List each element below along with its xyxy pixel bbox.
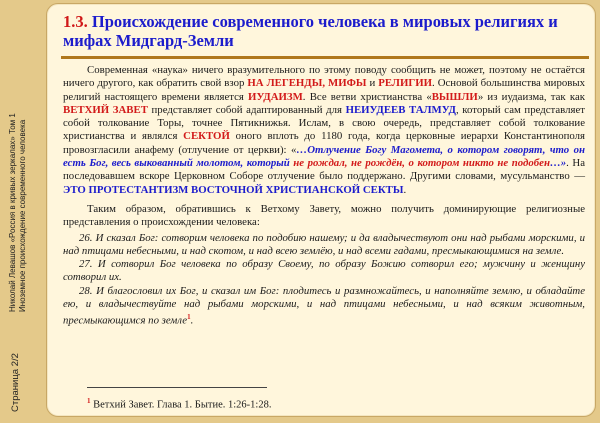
- source-info: [8, 113, 27, 312]
- page-title: [63, 12, 583, 50]
- footnote: [87, 397, 271, 411]
- section-title: Происхождение современного человека в мировых религиях и мифах Мидгард-Земли: [63, 12, 558, 50]
- page-indicator: Страница 2/2: [10, 353, 21, 412]
- source-chapter: Иноземное происхождение современного человека: [17, 119, 27, 312]
- bible-quote: [63, 232, 585, 329]
- paragraph-1: Современная «наука» ничего вразумительного по этому поводу сообщить не может, поэтому не остаётся ничего другого, как обратить свой взор НА ЛЕГЕНДЫ, МИФЫ и РЕЛИГИИ. Основой большинства мировых религий настоящего времени является ИУДАИЗМ. Все ветви христианства «ВЫШЛИ» из иудаизма, так как ВЕТХИЙ ЗАВЕТ представляет собой адаптированный для НЕИУДЕЕВ ТАЛМУД, который сам представляет собой толкование Торы, точнее Пятикнижья. Ислам, в свою очередь, представляет собой толкование христианства и являлся СЕКТОЙ оного вплоть до 1180 года, когда церковные иерархи Константинополя провозгласили анафему (отлучение от церкви): «…Отлучение Богу Магомета, о котором говорят, что он есть Бог, весь выкованный молотом, который не рождал, не рождён, о котором никто не подобен…». На последовавшем вскоре Церковном Соборе отлучение было поддержано. Другими словами, мусульманство — ЭТО ПРОТЕСТАНТИЗМ ВОСТОЧНОЙ ХРИСТИАНСКОЙ СЕКТЫ.: [63, 64, 585, 196]
- article-body: [63, 64, 585, 328]
- footnote-text: Ветхий Завет. Глава 1. Бытие. 1:26-1:28.: [90, 399, 272, 411]
- verse-28: 28. И благословил их Бог, и сказал им Бог: плодитесь и размножайтесь, и наполняйте землю, и обладайте ею, и владычествуйте над рыбами морскими, и над птицами небесными, и над всяким животным, пресмыкающимся по земле$^1$.: [63, 284, 585, 327]
- footnote-divider: [87, 387, 267, 388]
- footnote-mark: 1: [87, 397, 91, 405]
- verse-26: 26. И сказал Бог: сотворим человека по подобию нашему; и да владычествуют они над рыбами морскими, и над птицами небесными, и над скотом, и над всею землёю, и над всеми гадами, пресмыкающимися на земле.: [63, 231, 585, 257]
- paragraph-2: Таким образом, обратившись к Ветхому Завету, можно получить доминирующие религиозные представления о происхождении человека:: [63, 202, 585, 229]
- verse-27: 27. И сотворил Бог человека по образу Своему, по образу Божию сотворил его; мужчину и женщину сотворил их.: [63, 258, 585, 284]
- section-number: 1.3.: [63, 12, 88, 31]
- sidebar: [0, 0, 44, 423]
- title-divider: [61, 56, 589, 59]
- footnote-ref[interactable]: 1: [187, 313, 191, 322]
- source-book: Николай Левашов «Россия в кривых зеркалах» Том 1: [8, 113, 17, 312]
- page-card: [46, 3, 596, 417]
